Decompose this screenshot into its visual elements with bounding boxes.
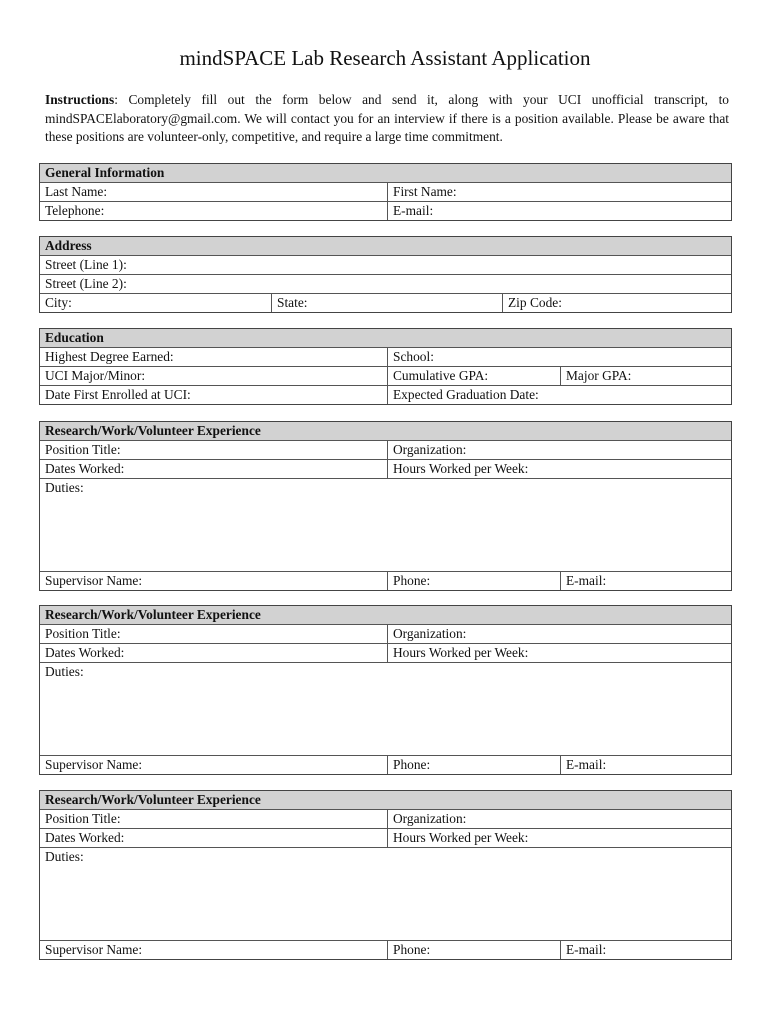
experience-section-3	[39, 790, 732, 960]
section-header	[40, 237, 731, 255]
organization-field[interactable]: Organization:	[387, 441, 731, 459]
position-title-field[interactable]: Position Title:	[45, 811, 121, 826]
section-header	[40, 422, 731, 440]
state-field[interactable]: State:	[271, 294, 502, 312]
duties-field[interactable]: Duties:	[45, 849, 84, 864]
telephone-field[interactable]: Telephone:	[45, 203, 105, 218]
organization-field[interactable]: Organization:	[387, 625, 731, 643]
last-name-field[interactable]: Last Name:	[45, 184, 108, 199]
hours-per-week-field[interactable]: Hours Worked per Week:	[387, 644, 731, 662]
expected-graduation-field[interactable]: Expected Graduation Date:	[387, 386, 731, 404]
zip-code-field[interactable]: Zip Code:	[502, 294, 731, 312]
general-information-section	[39, 163, 732, 221]
phone-field[interactable]: Phone:	[387, 572, 560, 590]
position-title-field[interactable]: Position Title:	[45, 442, 121, 457]
section-heading: Address	[45, 238, 92, 253]
position-title-field[interactable]: Position Title:	[45, 626, 121, 641]
instructions-text: : Completely fill out the form below and send it, along with your UCI unofficial transcript, to mindSPACElaboratory@gmail.com. We will contact you for an interview if there is a position available. Please be aware that these positions are volunteer-only, competitive, and require a large time commitment.	[45, 92, 729, 144]
city-field[interactable]: City:	[45, 295, 72, 310]
email-field[interactable]: E-mail:	[560, 941, 731, 959]
phone-field[interactable]: Phone:	[387, 756, 560, 774]
street-line1-field[interactable]: Street (Line 1):	[45, 257, 127, 272]
dates-worked-field[interactable]: Dates Worked:	[45, 461, 125, 476]
duties-field[interactable]: Duties:	[45, 664, 84, 679]
hours-per-week-field[interactable]: Hours Worked per Week:	[387, 460, 731, 478]
date-enrolled-field[interactable]: Date First Enrolled at UCI:	[45, 387, 191, 402]
education-section	[39, 328, 732, 405]
supervisor-name-field[interactable]: Supervisor Name:	[45, 573, 143, 588]
supervisor-name-field[interactable]: Supervisor Name:	[45, 757, 143, 772]
major-minor-field[interactable]: UCI Major/Minor:	[45, 368, 146, 383]
phone-field[interactable]: Phone:	[387, 941, 560, 959]
experience-section-1	[39, 421, 732, 591]
school-field[interactable]: School:	[387, 348, 731, 366]
dates-worked-field[interactable]: Dates Worked:	[45, 830, 125, 845]
street-line2-field[interactable]: Street (Line 2):	[45, 276, 127, 291]
instructions-label: Instructions	[45, 92, 115, 107]
major-gpa-field[interactable]: Major GPA:	[560, 367, 731, 385]
section-heading: Research/Work/Volunteer Experience	[45, 607, 261, 622]
organization-field[interactable]: Organization:	[387, 810, 731, 828]
email-field[interactable]: E-mail:	[387, 202, 731, 220]
section-heading: Education	[45, 330, 104, 345]
email-field[interactable]: E-mail:	[560, 572, 731, 590]
highest-degree-field[interactable]: Highest Degree Earned:	[45, 349, 174, 364]
section-header	[40, 329, 731, 347]
email-field[interactable]: E-mail:	[560, 756, 731, 774]
section-header	[40, 606, 731, 624]
cumulative-gpa-field[interactable]: Cumulative GPA:	[387, 367, 560, 385]
section-heading: General Information	[45, 165, 165, 180]
duties-field[interactable]: Duties:	[45, 480, 84, 495]
address-section	[39, 236, 732, 313]
section-header	[40, 164, 731, 182]
page-title: mindSPACE Lab Research Assistant Application	[179, 46, 591, 70]
experience-section-2	[39, 605, 732, 775]
dates-worked-field[interactable]: Dates Worked:	[45, 645, 125, 660]
section-heading: Research/Work/Volunteer Experience	[45, 792, 261, 807]
instructions-paragraph	[45, 91, 729, 147]
section-heading: Research/Work/Volunteer Experience	[45, 423, 261, 438]
first-name-field[interactable]: First Name:	[387, 183, 731, 201]
supervisor-name-field[interactable]: Supervisor Name:	[45, 942, 143, 957]
hours-per-week-field[interactable]: Hours Worked per Week:	[387, 829, 731, 847]
section-header	[40, 791, 731, 809]
